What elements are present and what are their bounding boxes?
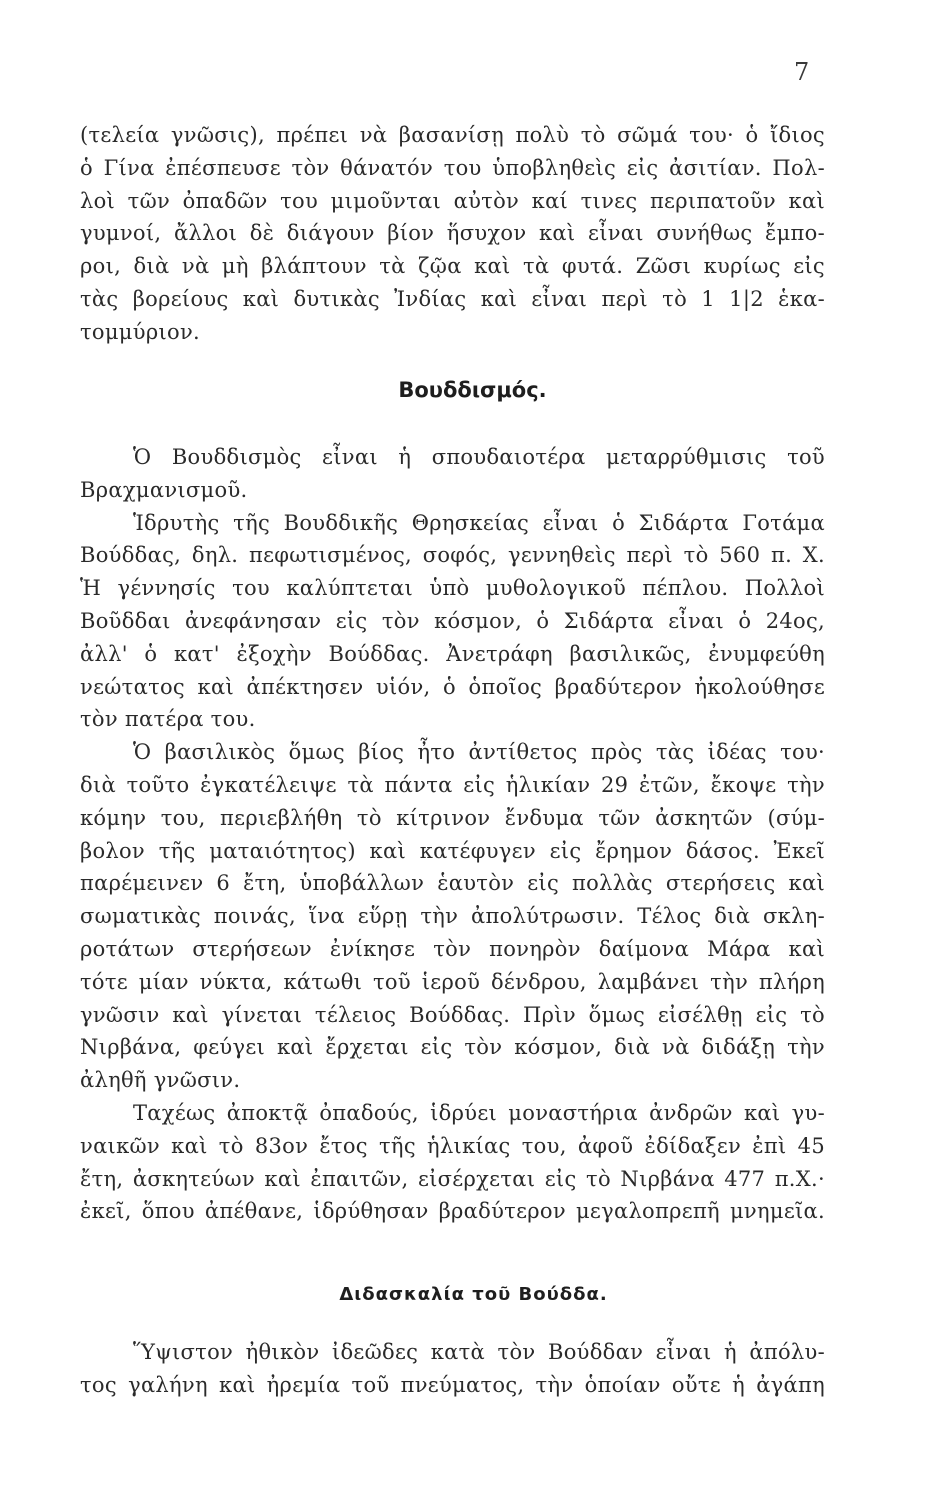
text-line: σωματικὰς ποινάς, ἵνα εὕρῃ τὴν ἀπολύτρωσιν. Τέλος διὰ σκλη- bbox=[80, 904, 825, 929]
text-line: ροτάτων στερήσεων ἐνίκησε τὸν πονηρὸν δαίμονα Μάρα καὶ bbox=[80, 936, 825, 961]
text-line: Νιρβάνα, φεύγει καὶ ἔρχεται εἰς τὸν κόσμον, διὰ νὰ διδάξῃ τὴν bbox=[80, 1035, 825, 1060]
text-line: νεώτατος καὶ ἀπέκτησεν υἱόν, ὁ ὁποῖος βραδύτερον ἠκολούθησε bbox=[80, 674, 825, 699]
text-line: (τελεία γνῶσις), πρέπει νὰ βασανίσῃ πολὺ τὸ σῶμά του· ὁ ἴδιος bbox=[80, 123, 825, 147]
text-line: λοὶ τῶν ὀπαδῶν του μιμοῦνται αὐτὸν καί τινες περιπατοῦν καὶ bbox=[80, 188, 825, 213]
text-line: διὰ τοῦτο ἐγκατέλειψε τὰ πάντα εἰς ἡλικίαν 29 ἐτῶν, ἔκοψε τὴν bbox=[80, 772, 825, 797]
text-line: Βραχμανισμοῦ. bbox=[80, 477, 248, 502]
text-line: τότε μίαν νύκτα, κάτωθι τοῦ ἱεροῦ δένδρου, λαμβάνει τὴν πλήρη bbox=[80, 969, 825, 994]
text-line: Ἱδρυτὴς τῆς Βουδδικῆς Θρησκείας εἶναι ὁ Σιδάρτα Γοτάμα bbox=[133, 510, 825, 535]
text-line: ἐκεῖ, ὅπου ἀπέθανε, ἱδρύθησαν βραδύτερον μεγαλοπρεπῆ μνημεῖα. bbox=[80, 1199, 825, 1224]
paragraph-continuation bbox=[80, 119, 825, 349]
text-line: γυμνοί, ἄλλοι δὲ διάγουν βίον ἥσυχον καὶ εἶναι συνήθως ἔμπο- bbox=[80, 221, 825, 246]
text-line: ναικῶν καὶ τὸ 83ον ἔτος τῆς ἡλικίας του, ἀφοῦ ἐδίδαξεν ἐπὶ 45 bbox=[80, 1133, 825, 1158]
text-line: τὰς βορείους καὶ δυτικὰς Ἰνδίας καὶ εἶναι περὶ τὸ 1 1|2 ἑκα- bbox=[80, 286, 825, 311]
text-line: γνῶσιν καὶ γίνεται τέλειος Βούδδας. Πρὶν ὅμως εἰσέλθῃ εἰς τὸ bbox=[80, 1002, 825, 1027]
section-heading-teaching: Διδασκαλία τοῦ Βούδδα. bbox=[339, 1284, 608, 1305]
section-teaching-body bbox=[80, 1336, 825, 1402]
text-line: Ὁ Βουδδισμὸς εἶναι ἡ σπουδαιοτέρα μεταρρύθμισις τοῦ bbox=[133, 445, 825, 469]
text-line: ἔτη, ἀσκητεύων καὶ ἐπαιτῶν, εἰσέρχεται εἰς τὸ Νιρβάνα 477 π.Χ.· bbox=[80, 1166, 825, 1191]
text-line: τος γαλήνη καὶ ἠρεμία τοῦ πνεύματος, τὴν ὁποίαν οὔτε ἡ ἀγάπη bbox=[80, 1372, 825, 1397]
page-number: 7 bbox=[794, 58, 810, 86]
text-line: βολον τῆς ματαιότητος) καὶ κατέφυγεν εἰς ἔρημον δάσος. Ἐκεῖ bbox=[80, 838, 825, 863]
text-line: ὁ Γίνα ἐπέσπευσε τὸν θάνατόν του ὑποβληθεὶς εἰς ἀσιτίαν. Πολ- bbox=[80, 155, 825, 180]
text-line: Ἡ γέννησίς του καλύπτεται ὑπὸ μυθολογικοῦ πέπλου. Πολλοὶ bbox=[80, 576, 825, 601]
text-line: Ὕψιστον ἠθικὸν ἰδεῶδες κατὰ τὸν Βούδδαν εἶναι ἡ ἀπόλυ- bbox=[133, 1340, 825, 1364]
text-line: Ὁ βασιλικὸς ὅμως βίος ἦτο ἀντίθετος πρὸς τὰς ἰδέας του· bbox=[133, 740, 825, 765]
text-line: τομμύριον. bbox=[80, 319, 200, 344]
text-line: τὸν πατέρα του. bbox=[80, 707, 256, 732]
text-line: κόμην του, περιεβλήθη τὸ κίτρινον ἔνδυμα τῶν ἀσκητῶν (σύμ- bbox=[80, 805, 825, 830]
text-line: παρέμεινεν 6 ἔτη, ὑποβάλλων ἑαυτὸν εἰς πολλὰς στερήσεις καὶ bbox=[80, 871, 825, 896]
section-heading-buddhism: Βουδδισμός. bbox=[398, 378, 547, 402]
text-line: Βούδδας, δηλ. πεφωτισμένος, σοφός, γεννηθεὶς περὶ τὸ 560 π. Χ. bbox=[80, 543, 825, 568]
text-line: ἀλλ' ὁ κατ' ἐξοχὴν Βούδδας. Ἀνετράφη βασιλικῶς, ἐνυμφεύθη bbox=[80, 641, 825, 666]
text-line: ἀληθῆ γνῶσιν. bbox=[80, 1068, 241, 1093]
text-line: Ταχέως ἀποκτᾷ ὀπαδούς, ἱδρύει μοναστήρια ἀνδρῶν καὶ γυ- bbox=[133, 1100, 825, 1125]
text-line: Βοῦδδαι ἀνεφάνησαν εἰς τὸν κόσμον, ὁ Σιδάρτα εἶναι ὁ 24ος, bbox=[80, 608, 825, 633]
text-line: ροι, διὰ νὰ μὴ βλάπτουν τὰ ζῷα καὶ τὰ φυτά. Ζῶσι κυρίως εἰς bbox=[80, 254, 825, 279]
section-buddhism-body bbox=[80, 441, 825, 1228]
